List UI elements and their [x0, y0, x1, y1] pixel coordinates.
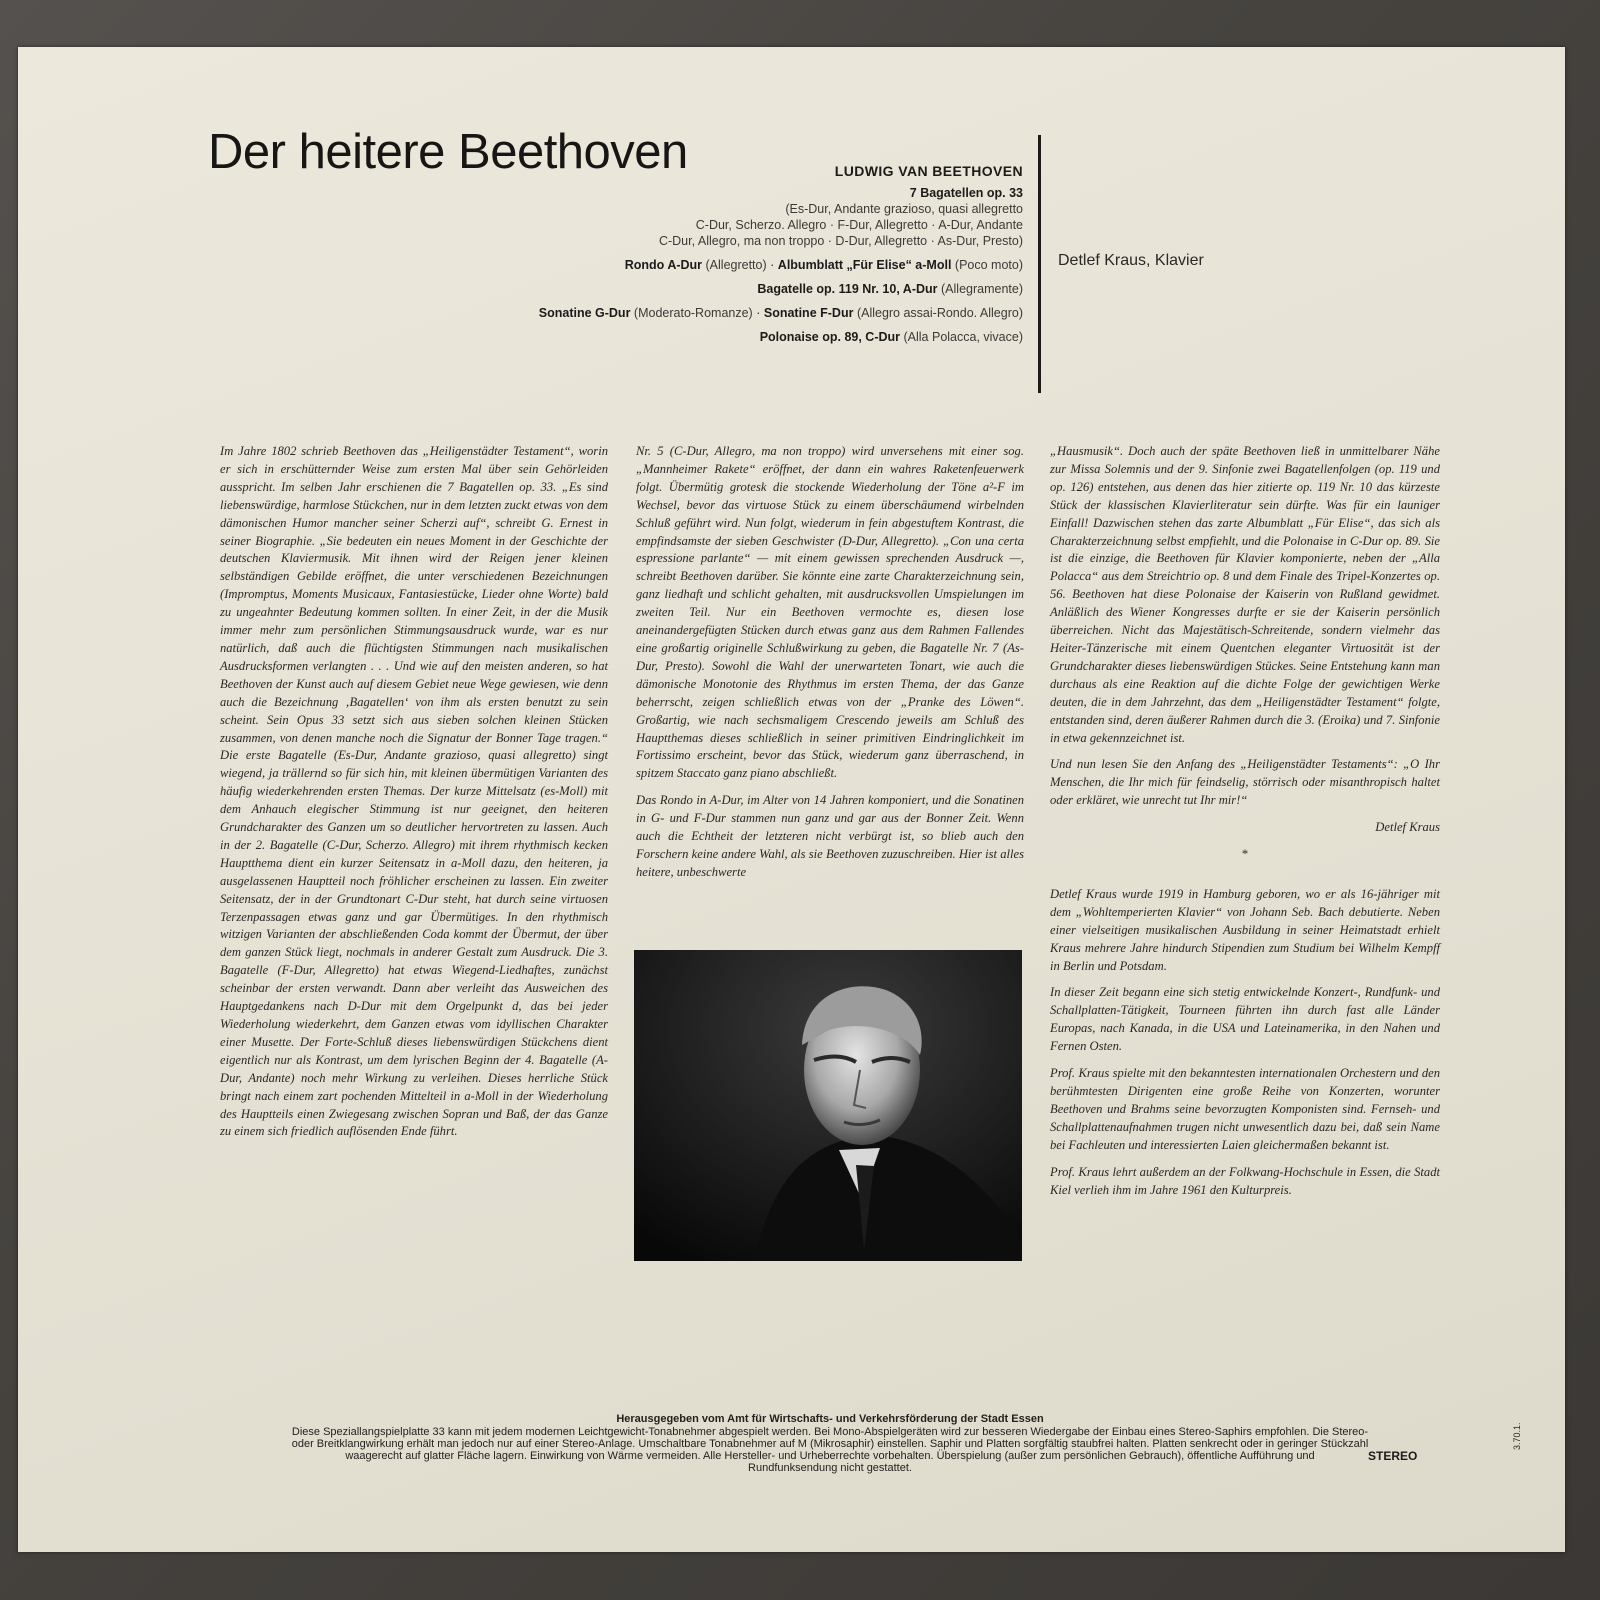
performer-credit: Detlef Kraus, Klavier	[1058, 252, 1204, 269]
bio-paragraph: Prof. Kraus lehrt außerdem an der Folkwang-Hochschule in Essen, die Stadt Kiel verlieh ihm im Jahre 1961 den Kulturpreis.	[1050, 1164, 1440, 1197]
track-sonatinen: Sonatine G-Dur (Moderato-Romanze) · Sonatine F-Dur (Allegro assai-Rondo. Allegro)	[538, 306, 1023, 320]
notes-paragraph: Im Jahre 1802 schrieb Beethoven das „Heiligenstädter Testament“, worin er sich in erschütternder Weise zum ersten Mal über sein Gehörleiden ausspricht. Im selben Jahr erschienen die 7 Bagatellen op. 33. „Es sind liebenswürdige, harmlose Stückchen, nur in dem letzten zuckt etwas von dem dämonischen Humor mancher seiner Scherzi auf“, schreibt G. Ernest in seiner Biographie. „Sie bedeuten ein neues Moment in der Geschichte der deutschen Klaviermusik. Mit ihnen wird der Reigen jener kleinen selbständigen Gebilde eröffnet, die unter verschiedenen Bezeichnungen (Impromptus, Moments Musicaux, Fantasiestücke, Lieder ohne Worte) bald zu ungeahnter Bedeutung kommen sollten. In einer Zeit, in der die Musik immer mehr zum persönlichen Stimmungsausdruck wurde, war es nur natürlich, daß auch die flüchtigsten Stimmungen nach musikalischen Ausdrucksformen verlangten . . . Und wie auf den meisten anderen, so hat Beethoven der Kunst auch auf diesem Gebiet neue Wege gewiesen, wie denn auch die Bezeichnung ‚Bagatellen‘ von ihm als ersten benutzt zu sein scheint. Sein Opus 33 setzt sich aus sieben solchen kleinen Stücken zusammen, von denen manche noch die Signatur der Bonner Tage tragen.“ Die erste Bagatelle (Es-Dur, Andante grazioso, quasi allegretto) singt wiegend, ja trällernd so für sich hin, mit kleinen übermütigen Varianten des häufig wiederkehrenden ersten Themas. Der kurze Mittelsatz (es-Moll) mit dem Anhauch elegischer Stimmung ist nur geeignet, den heiteren Grundcharakter des Ganzen um so deutlicher hervortreten zu lassen. Auch in der 2. Bagatelle (C-Dur, Scherzo. Allegro) mit ihrem rhythmisch kecken Hauptthema dient ein kurzer Seitensatz in a-Moll dazu, den heiteren, ja ausgelassenen Hauptteil noch fröhlicher erscheinen zu lassen. Ein zweiter Seitensatz, der in der Grundtonart C-Dur steht, hat durch seine virtuosen Terzenpassagen etwas ganz und gar Übermütiges. In den rhythmisch witzigen Varianten der abschließenden Coda kommt der Übermut, der über dem ganzen Stück liegt, nochmals in anderer Gestalt zum Ausdruck. Die 3. Bagatelle (F-Dur, Allegretto) hat etwas Wiegend-Liedhaftes, zunächst scheinbar der ersten verwandt. Dann aber verleiht das Ausweichen des Hauptgedankens nach D-Dur mit dem Orgelpunkt d, das bei jeder Wiederholung wiederkehrt, dem Ganzen etwas vom idyllischen Charakter einer Musette. Der Forte-Schluß dieses liebenswürdigen Stückchens dient eigentlich nur als Kontrast, um dem lyrischen Beginn der 4. Bagatelle (A-Dur, Andante) noch mehr Wirkung zu verleihen. Dieses herrliche Stück bringt nach einem zart pochenden Mittelteil in a-Moll in der Wiederholung des Hauptteils einen Zwiegesang zwischen Sopran und Baß, der das Ganze zu einem sich friedlich auflösenden Ende führt.	[220, 444, 608, 1139]
imprint-line: oder Breitklangwirkung erhält man jedoch nur auf einer Stereo-Anlage. Umschaltbare Tonabnehmer auf M (Mikrosaphir) einstellen. Saphir und Platten sorgfältig staubfrei halten. Platten senkrecht oder in geringer Stückzahl	[291, 1438, 1369, 1450]
section-star: *	[1241, 847, 1249, 862]
notes-paragraph: Nr. 5 (C-Dur, Allegro, ma non troppo) wird unversehens mit einer sog. „Mannheimer Rakete“ eröffnet, der dann ein wahres Raketenfeuerwerk folgt. Übermütig grotesk die stockende Wiederholung der Töne a²-F im Wechsel, bevor das virtuose Stück zu einem überschäumend wirbelnden Schluß geführt wird. Nun folgt, wiederum in fein abgestuftem Kontrast, die empfindsamste der sieben Geschwister (D-Dur, Allegretto). „Con una certa espressione parlante“ — mit einem gewissen sprechenden Ausdruck —, schreibt Beethoven darüber. Sie könnte eine zarte Charakterzeichnung sein, ganz liedhaft und schlicht gehalten, mit ausdrucksvollen Umspielungen im zweiten Teil. Nur ein Beethoven vermochte es, diesen lose aneinandergefügten Stücken durch etwas ganz aus dem Rahmen Fallendes eine großartig originelle Schlußwirkung zu geben, die Bagatelle Nr. 7 (As-Dur, Presto). Sowohl die Wahl der unerwarteten Tonart, wie auch die dämonische Monotonie des Rhythmus im ersten Thema, der das Ganze beherrscht, zeigen schließlich etwas von der „Pranke des Löwen“. Großartig, wie nach sechsmaligem Crescendo jeweils am Schluß des Hauptthemas dieses schließlich in seiner primitiven Eindringlichkeit im Fortissimo erscheint, bevor das Stück, wiederum ganz überraschend, in spitzem Staccato ganz piano abschließt.	[636, 444, 1024, 781]
quote-paragraph: Und nun lesen Sie den Anfang des „Heiligenstädter Testaments“: „O Ihr Menschen, die Ihr mich für feindselig, störrisch oder misanthropisch haltet oder erkläret, wie unrecht tut Ihr mir!“	[1050, 757, 1440, 808]
bio-paragraph: In dieser Zeit begann eine sich stetig entwickelnde Konzert-, Rundfunk- und Schallplatten-Tätigkeit, Tourneen führten ihn durch fast alle Länder Europas, nach Kanada, in die USA und Lateinamerika, in den Nahen und Fernen Osten.	[1050, 985, 1440, 1054]
imprint-line: waagerecht auf glatter Fläche lagern. Einwirkung von Wärme vermeiden. Alle Hersteller- und Urheberrechte vorbehalten. Überspielung (außer zum persönlichen Gebrauch), öffentliche Aufführung und	[345, 1450, 1315, 1462]
imprint-line: Rundfunksendung nicht gestattet.	[748, 1462, 912, 1474]
track-bagatelle-119: Bagatelle op. 119 Nr. 10, A-Dur (Allegramente)	[757, 282, 1023, 296]
notes-paragraph: Das Rondo in A-Dur, im Alter von 14 Jahren komponiert, und die Sonatinen in G- und F-Dur stammen nun ganz und gar aus der Bonner Zeit. Wenn auch die Echtheit der letzteren nicht verbürgt ist, so blieb auch den Forschern keine andere Wahl, als sie Beethoven zuzuschreiben. Hier ist alles heitere, unbeschwerte	[636, 793, 1024, 879]
bio-paragraph: Detlef Kraus wurde 1919 in Hamburg geboren, wo er als 16-jähriger mit dem „Wohltemperierten Klavier“ von Johann Seb. Bach debutierte. Neben einer vielseitigen musikalischen Ausbildung in seiner Heimatstadt erhielt Kraus mehrere Jahre hindurch Stipendien zum Studium bei Wilhelm Kempff in Berlin und Potsdam.	[1050, 886, 1440, 973]
notes-paragraph: „Hausmusik“. Doch auch der späte Beethoven ließ in unmittelbarer Nähe zur Missa Solemnis und der 9. Sinfonie zwei Bagatellenfolgen (op. 119 und op. 126) entstehen, aus denen das hier zitierte op. 119 Nr. 10 das kürzeste Stück der klassischen Klavierliteratur sein dürfte. Was für ein launiger Einfall! Dazwischen stehen das zarte Albumblatt „Für Elise“, das sich als Charakterzeichnung selbst empfiehlt, und die Polonaise in C-Dur op. 89. Sie ist die einzige, die Beethoven für Klavier komponierte, neben der „Alla Polacca“ aus dem Streichtrio op. 8 und dem Finale des Tripel-Konzertes op. 56. Beethoven hat diese Polonaise der Kaiserin von Rußland gewidmet. Anläßlich des Wiener Kongresses durfte er sie der Kaiserin persönlich überreichen. Nicht das Majestätisch-Schreitende, sondern vielmehr das Heiter-Tänzerische mit einem Quentchen eleganter Virtuosität ist der Grundcharakter dieses liebenswürdigen Stückes. Seine Entstehung kann man durchaus als eine Reaktion auf die dichte Folge der gewichtigen Werke deuten, die in dem Jahrzehnt, das dem „Heiligenstädter Testament“ folgte, entstanden sind, deren äußerer Rahmen durch die 3. (Eroika) und 7. Sinfonie in etwa gekennzeichnet ist.	[1050, 444, 1440, 745]
liner-notes-column-2	[636, 443, 1024, 891]
publisher-line: Herausgegeben vom Amt für Wirtschafts- und Verkehrsförderung der Stadt Essen	[616, 1413, 1044, 1425]
imprint-line: Diese Speziallangspielplatte 33 kann mit jedem modernen Leichtgewicht-Tonabnehmer abgespielt werden. Bei Mono-Abspielgeräten wird zur besseren Wiedergabe der Einbau eines Stereo-Saphirs empfohlen. Die Stereo-	[291, 1426, 1369, 1438]
divider-rule	[1038, 135, 1041, 393]
album-title: Der heitere Beethoven	[208, 125, 688, 179]
composer-name: LUDWIG VAN BEETHOVEN	[834, 163, 1023, 179]
liner-notes-column-1	[220, 443, 608, 1150]
author-signature: Detlef Kraus	[1375, 820, 1440, 835]
bagatellen-line-2: C-Dur, Scherzo. Allegro · F-Dur, Allegretto · A-Dur, Andante	[695, 218, 1023, 232]
bio-paragraph: Prof. Kraus spielte mit den bekanntesten internationalen Orchestern und den berühmtesten Dirigenten eine große Reihe von Konzerten, worunter Beethoven und Brahms seine bevorzugten Komponisten sind. Fernseh- und Schallplattenaufnahmen trugen nicht unwesentlich dazu bei, daß sein Name bei Fachleuten und interessierten Laien gleichermaßen bekannt ist.	[1050, 1066, 1440, 1152]
track-listing	[400, 163, 1023, 345]
bagatellen-heading: 7 Bagatellen op. 33	[909, 186, 1023, 200]
stereo-label: STEREO	[1368, 1449, 1418, 1463]
bagatellen-line-1: (Es-Dur, Andante grazioso, quasi allegretto	[785, 202, 1023, 216]
catalog-number: 3.70.1.	[1512, 1422, 1522, 1450]
track-polonaise: Polonaise op. 89, C-Dur (Alla Polacca, vivace)	[759, 330, 1023, 344]
pianist-portrait-photo	[634, 950, 1022, 1261]
liner-notes-column-3	[1050, 443, 1440, 1208]
legal-imprint	[205, 1413, 1455, 1474]
bagatellen-line-3: C-Dur, Allegro, ma non troppo · D-Dur, Allegretto · As-Dur, Presto)	[658, 234, 1023, 248]
track-rondo-albumblatt: Rondo A-Dur (Allegretto) · Albumblatt „Für Elise“ a-Moll (Poco moto)	[624, 258, 1023, 272]
